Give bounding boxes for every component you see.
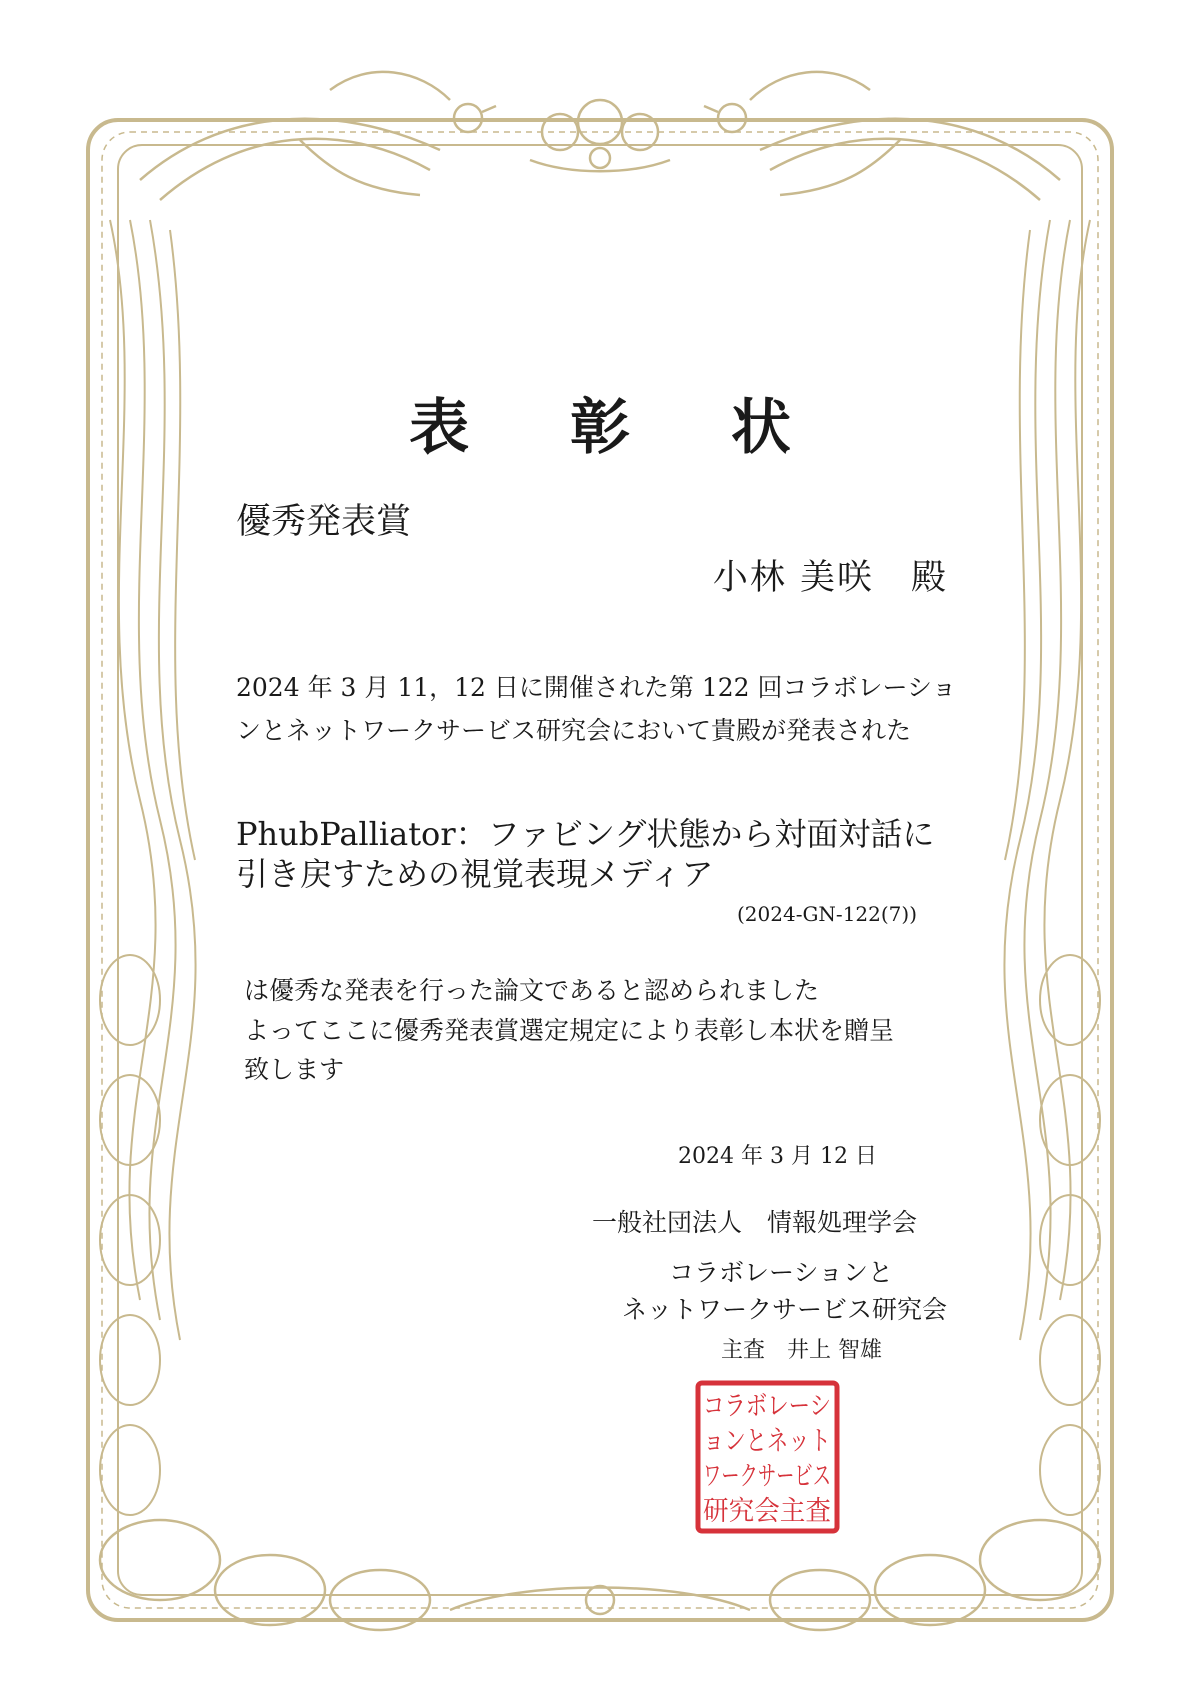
recipient-name: 小林 美咲 殿 [712,558,948,598]
right-feather-band [1004,220,1090,1340]
paper-id: (2024-GN-122(7)) [737,902,917,926]
chair-name: 主査 井上 智雄 [721,1338,882,1363]
message-line-3: 致します [244,1055,345,1084]
seal-text-line-3: ワークサービス [703,1461,831,1492]
seal-text-line-1: コラボレーシ [703,1391,831,1422]
committee-name-line-1: コラボレーションと [668,1258,893,1287]
issue-date: 2024 年 3 月 12 日 [678,1144,877,1169]
paper-title-line-2: 引き戻すための視覚表現メディア [236,855,714,893]
left-feather-band [110,220,196,1340]
award-name: 優秀発表賞 [236,502,412,542]
cloud-ornament-icon [530,100,670,171]
official-seal [695,1380,840,1534]
phoenix-right-icon [704,72,1060,200]
seal-text-line-2: ョンとネット [703,1426,831,1457]
paper-title-line-1: PhubPalliator：ファビング状態から対面対話に [236,815,935,853]
message-line-1: は優秀な発表を行った論文であると認められました [244,976,820,1005]
certificate-title: 表 彰 状 [409,393,831,463]
organization-name: 一般社団法人 情報処理学会 [591,1208,917,1237]
seal-text-line-4: 研究会主査 [703,1496,831,1527]
body-text-line-1: 2024 年 3 月 11，12 日に開催された第 122 回コラボレーショ [236,673,957,702]
body-text-line-2: ンとネットワークサービス研究会において貴殿が発表された [236,716,912,745]
phoenix-left-icon [140,72,496,200]
message-line-2: よってここに優秀発表賞選定規定により表彰し本状を贈呈 [244,1016,895,1045]
bottom-leaf-ornament [100,1520,1100,1630]
committee-name-line-2: ネットワークサービス研究会 [621,1295,947,1324]
